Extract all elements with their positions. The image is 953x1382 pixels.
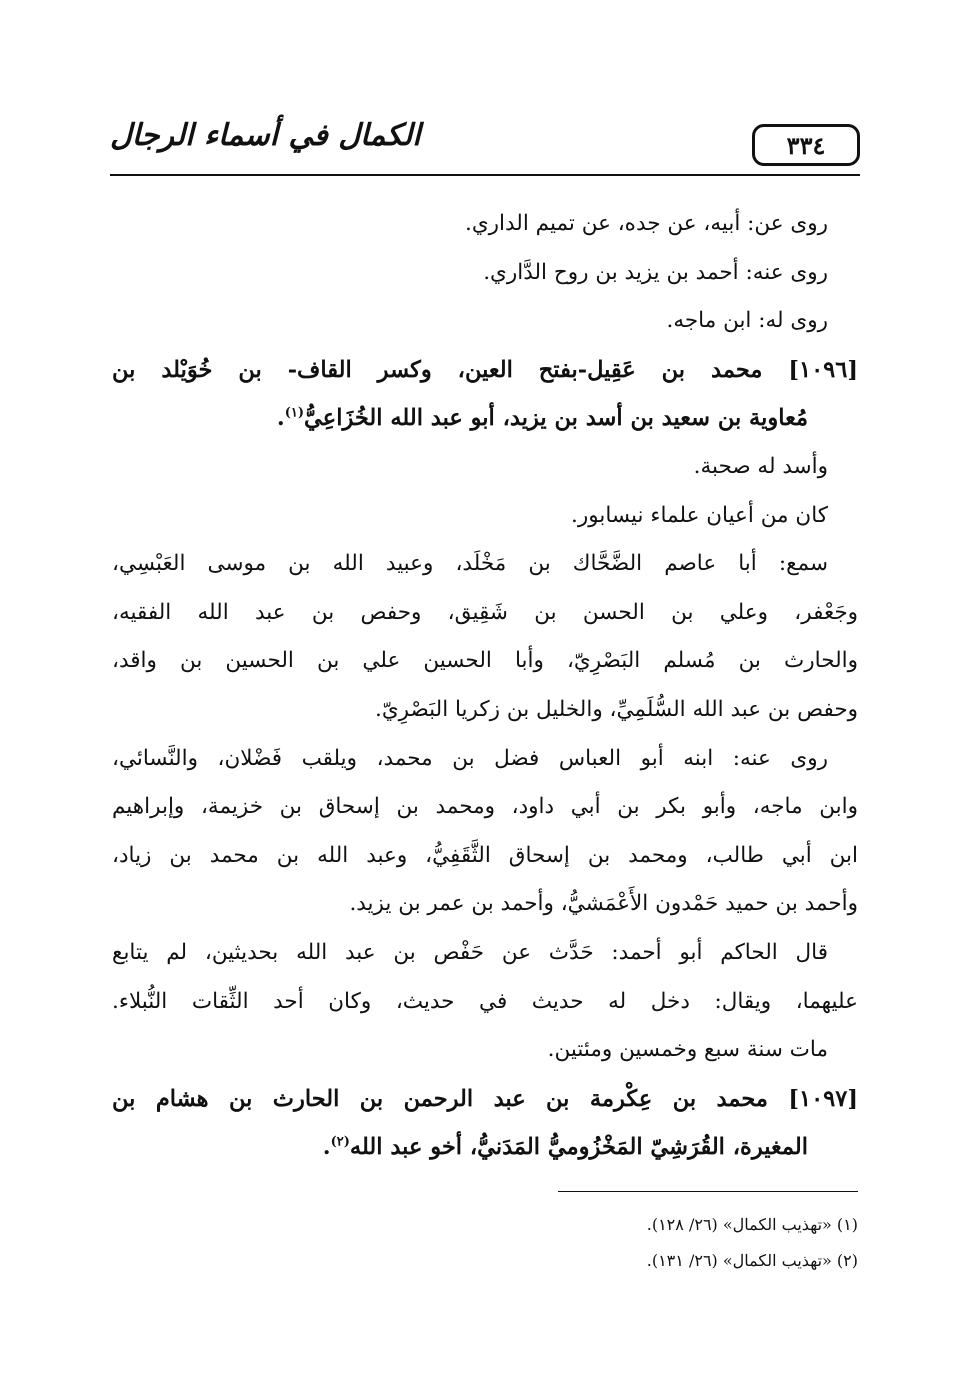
footnote: (٢) «تهذيب الكمال» (٢٦/ ١٣١). — [646, 1251, 858, 1270]
footnote-ref: (٢) — [330, 1134, 350, 1150]
text-line: والحارث بن مُسلم البَصْرِيّ، وأبا الحسين علي بن الحسين بن واقد، — [112, 648, 858, 674]
text-line: روى عنه: ابنه أبو العباس فضل بن محمد، ويلقب فَضْلان، والنَّسائي، — [112, 745, 828, 771]
page-header — [110, 112, 860, 172]
main-text — [112, 200, 858, 1172]
text-line: وجَعْفر، وعلي بن الحسن بن شَقِيق، وحفص بن عبد الله الفقيه، — [112, 599, 858, 625]
footnote-ref: (١) — [284, 405, 305, 421]
footnote: (١) «تهذيب الكمال» (٢٦/ ١٢٨). — [646, 1215, 858, 1234]
entry-heading-line: المغيرة، القُرَشِيّ المَخْزُوميُّ المَدَنيُّ، أخو عبد الله$^{(٢)}$. — [322, 1134, 808, 1161]
text-line: روى عنه: أحمد بن يزيد بن روح الدَّاري. — [483, 259, 828, 285]
text-line: كان من أعيان علماء نيسابور. — [571, 502, 828, 528]
text-line: وابن ماجه، وأبو بكر بن أبي داود، ومحمد بن إسحاق بن خزيمة، وإبراهيم — [112, 794, 858, 820]
page-number-badge: ٣٣٤ — [752, 124, 860, 166]
text-line: سمع: أبا عاصم الضَّحَّاك بن مَخْلَد، وعبيد الله بن موسى العَبْسِي، — [112, 551, 828, 577]
book-title: الكمال في أسماء الرجال — [110, 118, 421, 153]
footnotes — [300, 1207, 858, 1279]
text-line: عليهما، ويقال: دخل له حديث في حديث، وكان أحد الثِّقات النُّبلاء. — [112, 988, 858, 1014]
entry-heading-line: مُعاوية بن سعيد بن أسد بن يزيد، أبو عبد الله الخُزَاعِيُّ$^{(١)}$. — [276, 405, 808, 432]
text-line: روى له: ابن ماجه. — [666, 308, 828, 334]
entry-heading-line: [١٠٩٦] محمد بن عَقِيل-بفتح العين، وكسر القاف- بن خُوَيْلد بن — [112, 356, 858, 383]
text-line: مات سنة سبع وخمسين ومئتين. — [547, 1037, 828, 1063]
text-line: ابن أبي طالب، ومحمد بن إسحاق الثَّقَفِيُّ، وعبد الله بن محمد بن زياد، — [112, 842, 858, 868]
text-line: روى عن: أبيه، عن جده، عن تميم الداري. — [465, 211, 828, 236]
footnote-divider — [558, 1191, 858, 1192]
text-line: وأحمد بن حميد حَمْدون الأَعْمَشيُّ، وأحمد بن عمر بن يزيد. — [349, 891, 858, 917]
header-divider — [110, 174, 860, 176]
text-line: وأسد له صحبة. — [693, 453, 828, 479]
entry-heading-line: [١٠٩٧] محمد بن عِكْرمة بن عبد الرحمن بن الحارث بن هشام بن — [112, 1085, 858, 1112]
text-line: وحفص بن عبد الله السُّلَمِيِّ، والخليل بن زكريا البَصْرِيّ. — [374, 696, 858, 722]
text-line: قال الحاكم أبو أحمد: حَدَّث عن حَفْص بن عبد الله بحديثين، لم يتابع — [112, 939, 828, 965]
